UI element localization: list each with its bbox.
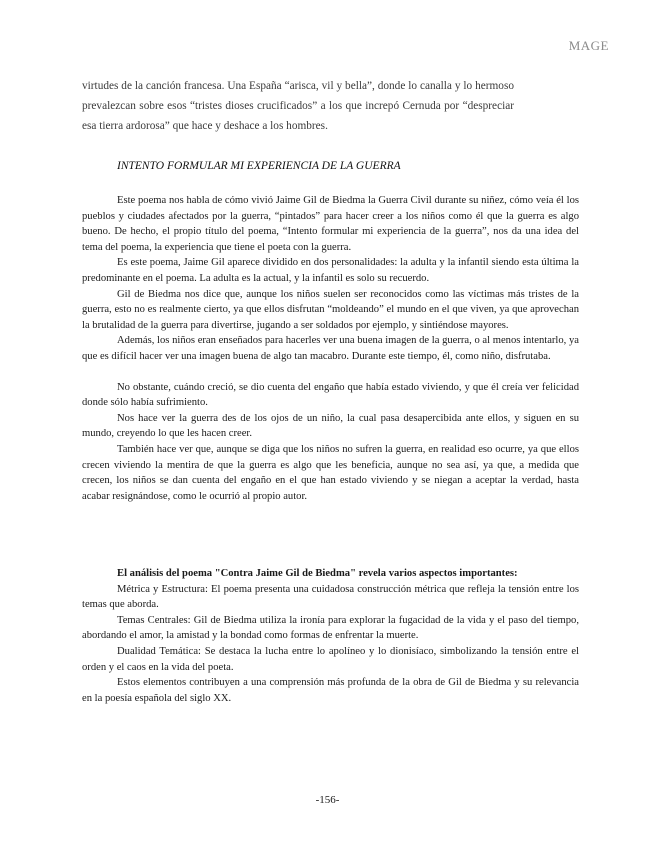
page-number: -156- bbox=[315, 794, 340, 806]
body-paragraph: No obstante, cuándo creció, se dio cuenta del engaño que había estado viviendo, y que él creía ver felicidad donde sólo había sufrimiento. bbox=[82, 381, 579, 409]
body-paragraph: Nos hace ver la guerra des de los ojos de un niño, la cual pasa desapercibida ante ellos, y siguen en su mundo, creyendo lo que les hacen creer. bbox=[82, 412, 579, 440]
body-paragraph: Este poema nos habla de cómo vivió Jaime Gil de Biedma la Guerra Civil durante su niñez, cómo veía él los pueblos y ciudades afectados por la guerra, “pintados” para hacer creer a los niños como él que la guerra es algo bueno. De hecho, el propio título del poema, “Intento formular mi experiencia de la guerra”, nos da una idea del tema del poema, la experiencia que tiene el poeta con la guerra. bbox=[82, 195, 579, 253]
running-header: MAGE bbox=[568, 38, 609, 53]
analysis-item: Estos elementos contribuyen a una comprensión más profunda de la obra de Gil de Biedma y su relevancia en la poesía española del siglo XX. bbox=[82, 677, 579, 704]
section-title: INTENTO FORMULAR MI EXPERIENCIA DE LA GUERRA bbox=[117, 160, 401, 172]
section-body bbox=[82, 193, 579, 504]
intro-paragraph: virtudes de la canción francesa. Una España “arisca, vil y bella”, donde lo canalla y lo hermoso prevalezcan sobre esos “tristes dioses crucificados” a los que increpó Cernuda por “despreciar esa tierra ardorosa” que hace y deshace a los hombres. bbox=[82, 80, 514, 132]
analysis-item: Dualidad Temática: Se destaca la lucha entre lo apolíneo y lo dionisíaco, simbolizando la tensión entre el orden y el caos en la vida del poeta. bbox=[82, 645, 579, 673]
analysis-section bbox=[82, 566, 579, 706]
analysis-item: Métrica y Estructura: El poema presenta una cuidadosa construcción métrica que refleja la tensión entre los temas que aborda. bbox=[82, 583, 579, 611]
body-paragraph: Gil de Biedma nos dice que, aunque los niños suelen ser reconocidos como las víctimas más tristes de la guerra, esto no es realmente cierto, ya que ellos disfrutan “moldeando” el mundo en el que viven, ya que aprovechan la brutalidad de la guerra para divertirse, jugando a ser soldados por ejemplo, y sintiéndose mayores. bbox=[82, 288, 579, 331]
body-paragraph: Es este poema, Jaime Gil aparece dividido en dos personalidades: la adulta y la infantil siendo esta última la predominante en el poema. La adulta es la actual, y la infantil es solo su recuerdo. bbox=[82, 257, 579, 284]
body-paragraph: Además, los niños eran enseñados para hacerles ver una buena imagen de la guerra, o al menos intentarlo, ya que es difícil hacer ver una imagen buena de algo tan macabro. Durante este tiempo, él, como niño, disfrutaba. bbox=[82, 335, 579, 362]
analysis-heading: El análisis del poema "Contra Jaime Gil de Biedma" revela varios aspectos importantes: bbox=[117, 568, 518, 579]
body-paragraph: También hace ver que, aunque se diga que los niños no sufren la guerra, en realidad eso ocurre, ya que ellos crecen viviendo la mentira de que la guerra es algo que les beneficia, aunque no sea así, ya que, a medida que crecen, los niños se dan cuenta del engaño en el que han estado viviendo y se niegan a aceptar la verdad, hasta acabar resignándose, como le ocurrió al propio autor. bbox=[82, 443, 579, 502]
analysis-item: Temas Centrales: Gil de Biedma utiliza la ironía para explorar la fugacidad de la vida y el paso del tiempo, abordando el amor, la amistad y la bondad como formas de enfrentar la muerte. bbox=[82, 614, 579, 642]
